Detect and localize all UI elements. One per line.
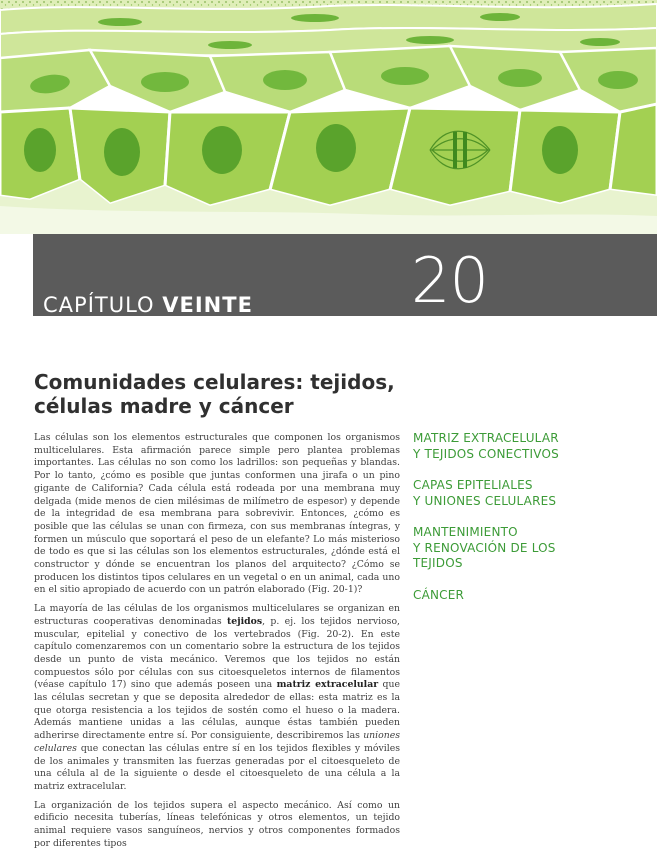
chapter-ordinal: VEINTE (162, 293, 253, 317)
section-line: Y TEJIDOS CONECTIVOS (413, 446, 559, 461)
section-line: TEJIDOS (413, 556, 463, 570)
body-text-run: que conectan las células entre sí en los tejidos flexibles y móviles de los animales y transmiten las fuerzas generadas por el citoesqueleto de una célula al de la siguiente o desde el citoesqueleto de una célula a la matriz extracelular. (34, 742, 400, 792)
chapter-title (34, 370, 394, 418)
body-paragraph-2 (34, 603, 400, 794)
body-paragraph-1: Las células son los elementos estructurales que componen los organismos multicelulares. Esta afirmación parece simple pero plantea problemas importantes. Las células no son como los ladrillos: son pequeñas y blandas. Por lo tanto, ¿cómo es posible que juntas conformen una jirafa o un pino gigante de California? Cada célula está rodeada por una membrana muy delgada (mide menos de cien milésimas de milímetro de espesor) y depende de la integridad de esa membrana para sobrevivir. Entonces, ¿cómo es posible que las células se unan con firmeza, con sus membranas íntegras, y formen un músculo que soportará el peso de un elefante? Lo más misterioso de todo es que si las células son los elementos estructurales, ¿dónde está el constructor y dónde se encuentran los planos del arquitecto? ¿Cómo se producen los distintos tipos celulares en un vegetal o en un animal, cada uno en el sitio apropiado de acuerdo con un patrón elaborado (Fig. 20-1)? (34, 432, 400, 596)
chapter-title-line-1: Comunidades celulares: tejidos, (34, 370, 395, 394)
section-line: Y UNIONES CELULARES (413, 493, 557, 508)
body-text-run: , p. ej. los tejidos nervioso, muscular, epitelial y conectivo de los vertebrados (Fig. 20-2). En este capítulo comenzaremos con un comentario sobre la estructura de los tejidos desde un punto de vista mecánico. Veremos que los tejidos no están compuestos sólo por células con sus citoesqueletos internos de filamentos (véase capítulo 17) sino que además poseen una (34, 615, 401, 691)
chapter-header-bar (33, 234, 657, 316)
term-tejidos: tejidos (227, 615, 263, 627)
section-line: Y RENOVACIÓN DE LOS (413, 540, 556, 555)
chapter-word: CAPÍTULO (43, 293, 155, 317)
chapter-title-line-2: células madre y cáncer (34, 394, 294, 418)
chapter-sections-list (413, 431, 643, 619)
section-line: CÁNCER (413, 587, 465, 602)
section-item (413, 588, 643, 604)
epithelial-tissue-illustration (0, 0, 657, 234)
section-line: MANTENIMIENTO (413, 525, 518, 539)
section-item (413, 478, 643, 509)
body-text (34, 432, 400, 857)
body-text-run: La mayoría de las células de los organismos multicelulares se organizan en estructuras cooperativas denominadas (34, 603, 400, 627)
term-matriz-extracelular: matriz extracelular (276, 679, 379, 691)
body-paragraph-3: La organización de los tejidos supera el aspecto mecánico. Así como un edificio necesita tuberías, líneas telefónicas y otros elementos, un tejido animal requiere vasos sanguíneos, nervios y otros componentes formados por diferentes tipos (34, 799, 400, 849)
section-item (413, 525, 643, 572)
chapter-label (43, 295, 253, 316)
body-text-run: que las células secretan y que se deposita alrededor de ellas: esta matriz es la que otorga resistencia a los tejidos de sostén como el hueso o la madera. Además mantiene unidas a las células, aunque éstas también pueden adherirse directamente entre sí. Por consiguiente, describiremos las (34, 679, 400, 742)
section-line: MATRIZ EXTRACELULAR (413, 431, 559, 445)
section-line: CAPAS EPITELIALES (413, 478, 533, 492)
section-item (413, 431, 643, 462)
term-uniones-celulares: uniones celulares (34, 730, 400, 754)
chapter-number: 20 (411, 244, 488, 317)
